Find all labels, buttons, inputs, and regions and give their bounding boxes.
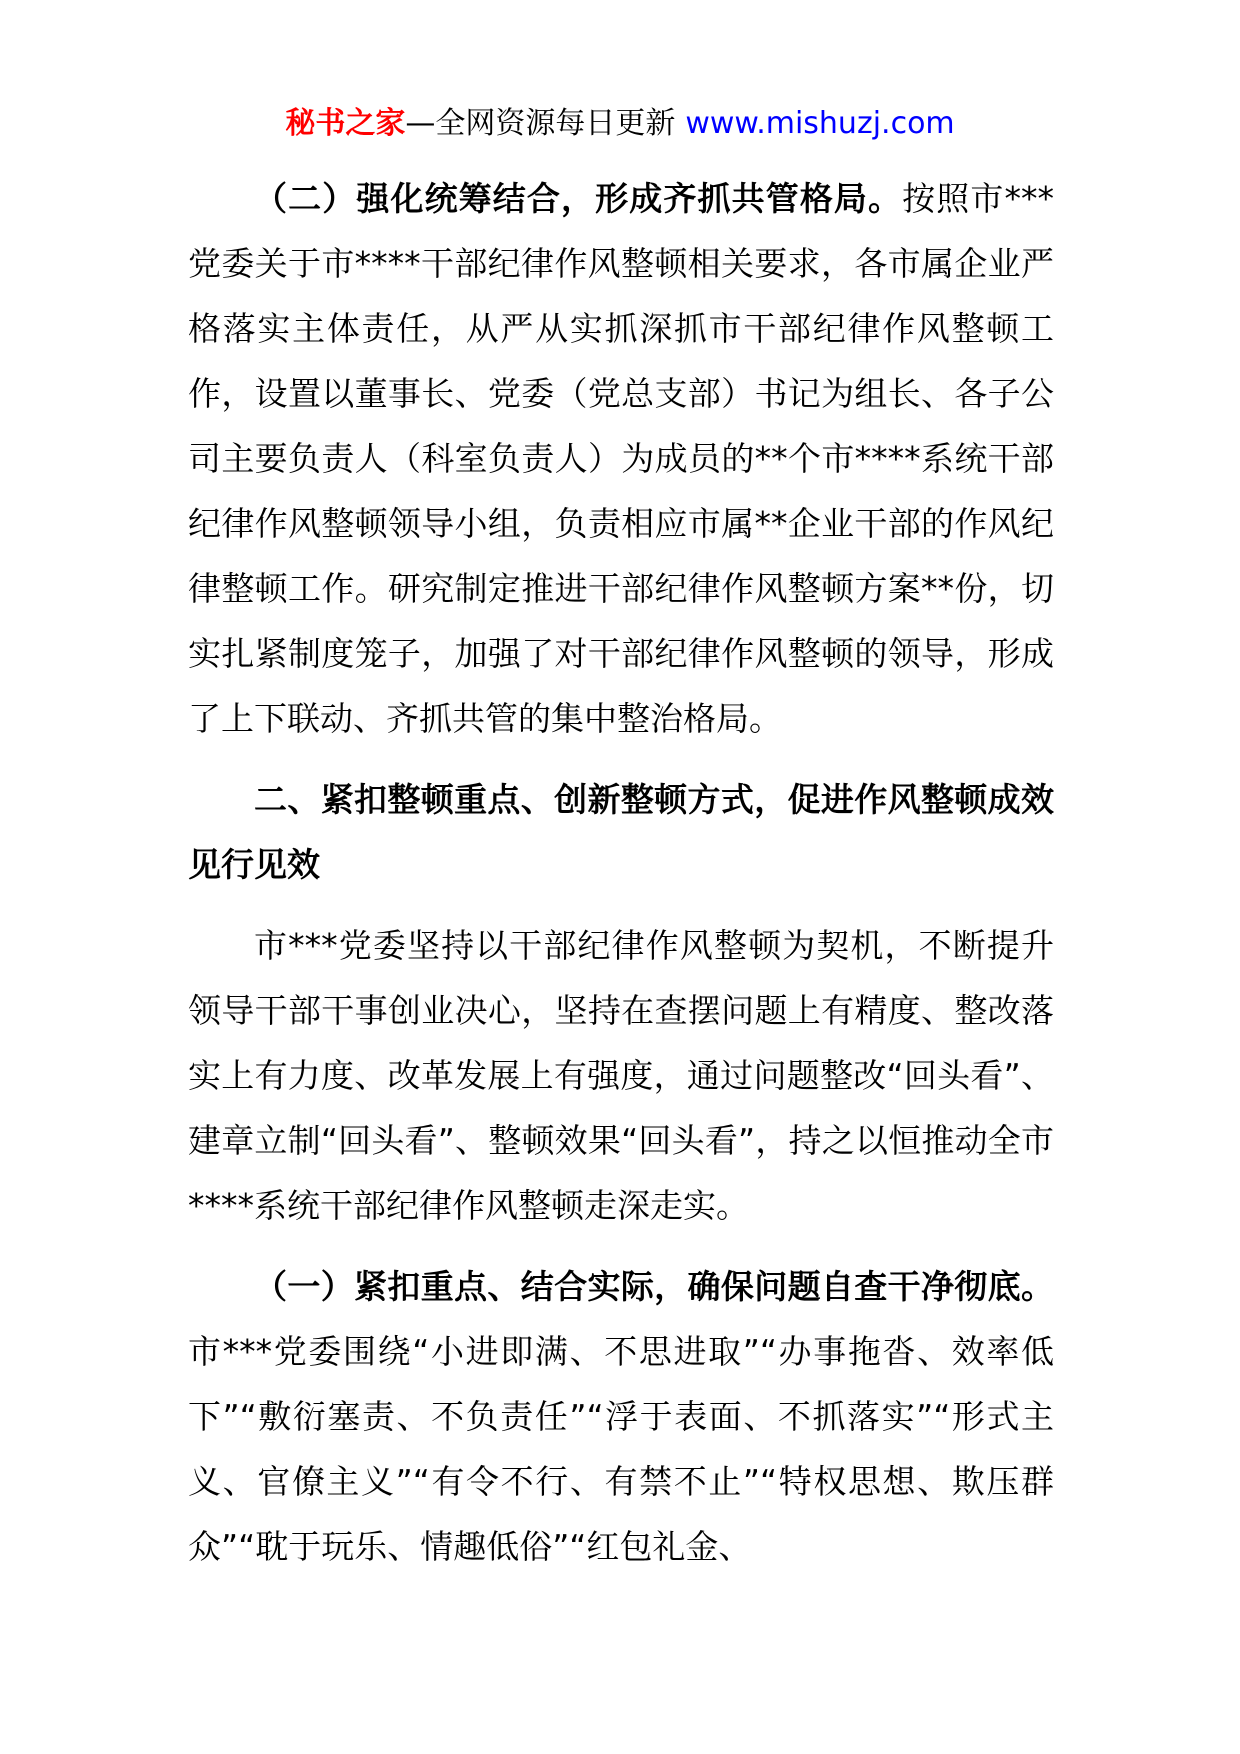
subheading-coordination: （二）强化统筹结合，形成齐抓共管格局。	[254, 179, 903, 218]
site-header	[0, 102, 1240, 146]
document-body	[188, 166, 1054, 1579]
header-tagline: —全网资源每日更新	[405, 106, 676, 141]
paragraph-self-check-text: 市***党委围绕“小进即满、不思进取”“办事拖沓、效率低下”“敷衍塞责、不负责任”“浮于表面、不抓落实”“形式主义、官僚主义”“有令不行、有禁不止”“特权思想、欺压群众”“耽于玩乐、情趣低俗”“红包礼金、	[188, 1332, 1054, 1566]
paragraph-section-2-intro: 市***党委坚持以干部纪律作风整顿为契机，不断提升领导干部干事创业决心，坚持在查摆问题上有精度、整改落实上有力度、改革发展上有强度，通过问题整改“回头看”、建章立制“回头看”、整顿效果“回头看”，持之以恒推动全市****系统干部纪律作风整顿走深走实。	[188, 926, 1054, 1225]
paragraph-self-check	[188, 1254, 1054, 1579]
brand-name: 秘书之家	[285, 106, 406, 141]
paragraph-coordination	[188, 166, 1054, 751]
paragraph-coordination-text: 按照市***党委关于市****干部纪律作风整顿相关要求，各市属企业严格落实主体责任，从严从实抓深抓市干部纪律作风整顿工作，设置以董事长、党委（党总支部）书记为组长、各子公司主要负责人（科室负责人）为成员的**个市****系统干部纪律作风整顿领导小组，负责相应市属**企业干部的作风纪律整顿工作。研究制定推进干部纪律作风整顿方案**份，切实扎紧制度笼子，加强了对干部纪律作风整顿的领导，形成了上下联动、齐抓共管的集中整治格局。	[188, 179, 1055, 738]
site-url-link[interactable]: www.mishuzj.com	[685, 106, 955, 141]
subheading-self-check: （一）紧扣重点、结合实际，确保问题自查干净彻底。	[254, 1267, 1054, 1306]
section-heading-2: 二、紧扣整顿重点、创新整顿方式，促进作风整顿成效见行见效	[188, 780, 1054, 884]
